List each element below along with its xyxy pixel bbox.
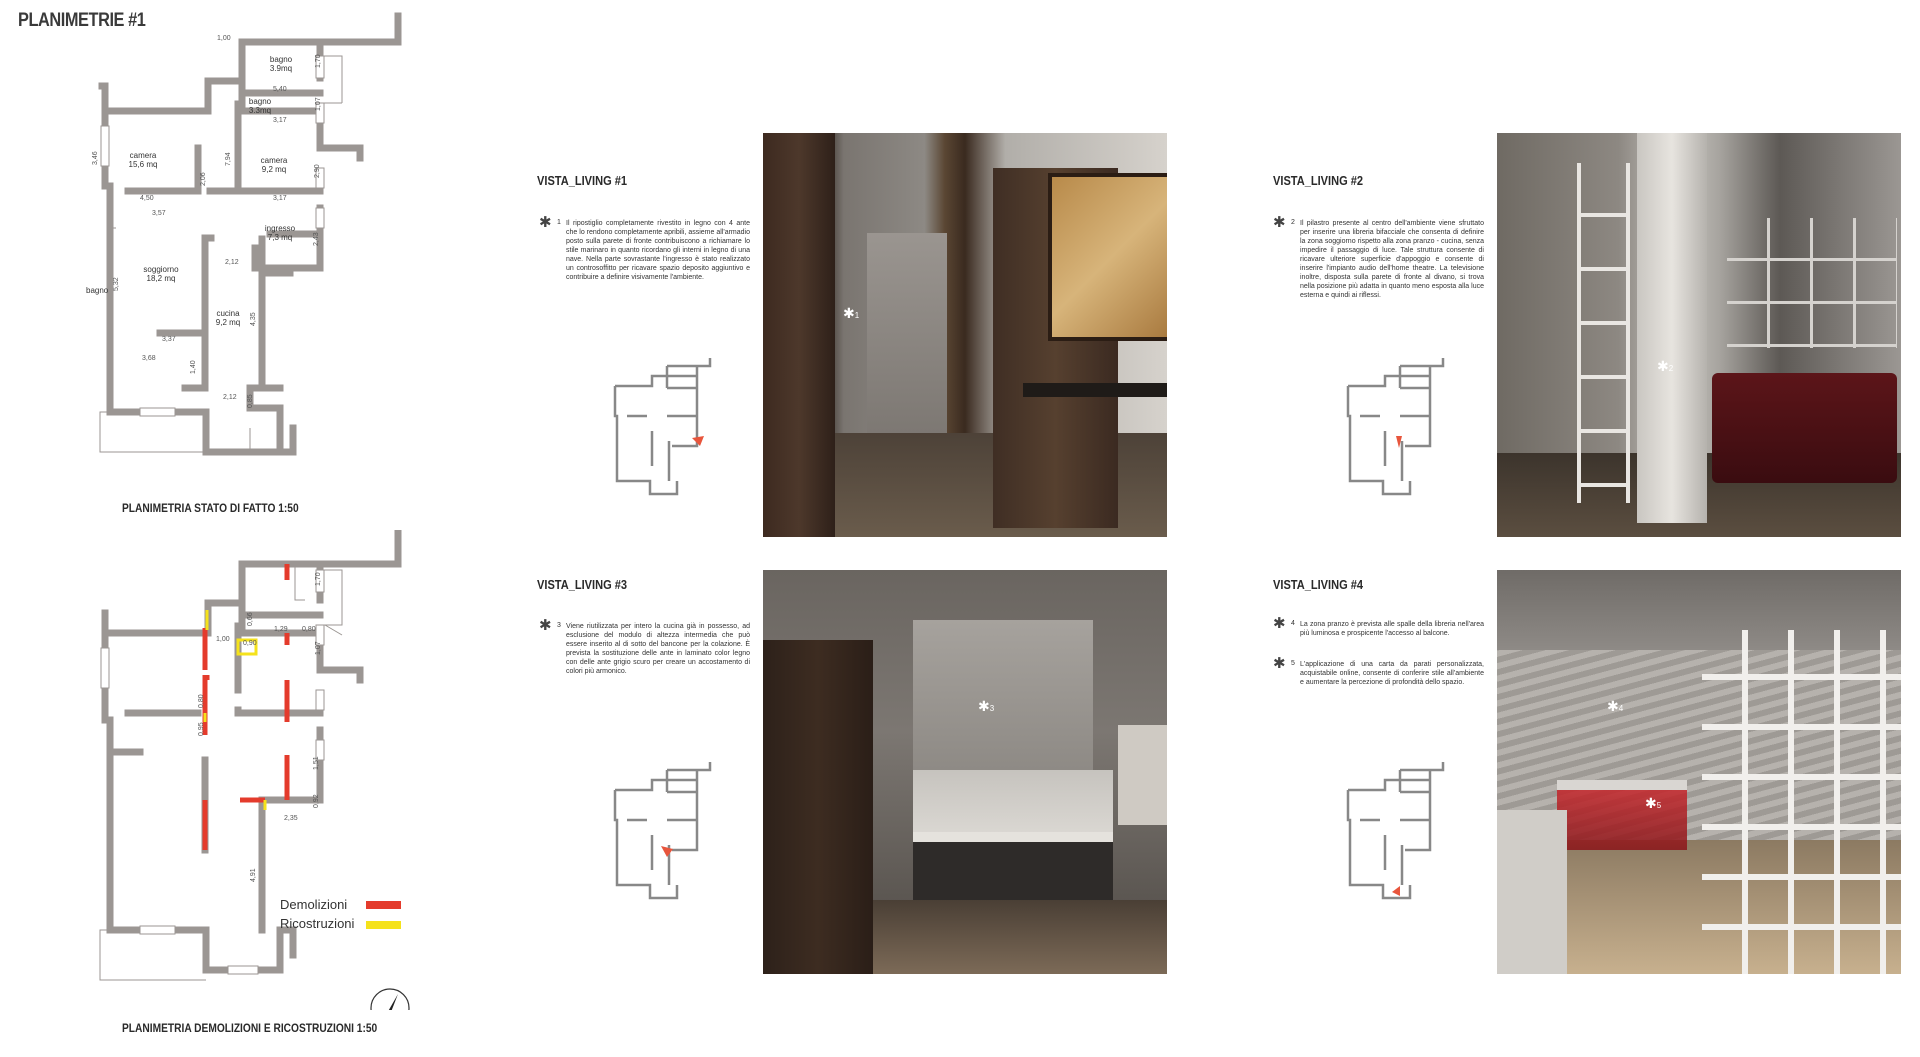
svg-text:0,80: 0,80 [302, 626, 316, 633]
render-marker-2: ✱2 [1657, 358, 1674, 374]
render-marker-4: ✱4 [1607, 698, 1624, 714]
mini-plan-2 [1340, 356, 1450, 516]
svg-text:0,92: 0,92 [313, 794, 320, 808]
note-5-text: L'applicazione di una carta da parati personalizzata, acquistabile online, consente di conferire stile all'ambiente e aumentare la percezione di profondità dello spazio. [1300, 661, 1484, 686]
svg-text:4,35: 4,35 [250, 312, 257, 326]
svg-text:3,68: 3,68 [142, 355, 156, 362]
room-label-camera-1: camera [129, 151, 157, 160]
room-area-camera-1: 15,6 mq [128, 160, 158, 169]
floor-plan-existing [80, 8, 460, 488]
note-3-text: Viene riutilizzata per intero la cucina già in possesso, ad esclusione del modulo di altezza intermedia che può essere inserito al di sotto del bancone per la colazione. È prevista la sostituzione delle ante in laminato color legno con delle ante grigio scuro per creare un accostamento di colori più armonico. [566, 623, 750, 675]
svg-text:4,50: 4,50 [140, 195, 154, 202]
vista-2-title: VISTA_LIVING #2 [1273, 173, 1364, 188]
legend-label-ricostruzioni: Ricostruzioni [280, 916, 355, 931]
render-floor [873, 900, 1167, 974]
svg-text:1,29: 1,29 [274, 626, 288, 633]
svg-text:2,12: 2,12 [223, 394, 237, 401]
svg-text:1,07: 1,07 [315, 641, 322, 655]
svg-text:3,37: 3,37 [162, 336, 176, 343]
svg-text:1,70: 1,70 [315, 572, 322, 586]
floor-plan-demolitions [80, 530, 500, 1010]
plan-walls-2 [105, 532, 398, 970]
room-area-camera-2: 9,2 mq [261, 165, 287, 174]
north-arrow-icon [371, 989, 409, 1010]
svg-text:3,17: 3,17 [273, 195, 287, 202]
asterisk-icon: ✱ [1657, 358, 1669, 374]
vista-1-title: VISTA_LIVING #1 [537, 173, 628, 188]
render-marker-5: ✱5 [1645, 795, 1662, 811]
asterisk-icon: ✱ [1273, 615, 1286, 632]
svg-text:0,90: 0,90 [243, 640, 257, 647]
note-2-number: 2 [1291, 219, 1295, 226]
vista-4-title: VISTA_LIVING #4 [1273, 577, 1364, 592]
note-5-number: 5 [1291, 660, 1295, 667]
room-area-ingresso: 7,3 mq [267, 233, 293, 242]
render-counter [1497, 810, 1567, 974]
svg-text:0,80: 0,80 [198, 694, 205, 708]
asterisk-icon: ✱ [843, 305, 855, 321]
render-shelf [1023, 383, 1167, 397]
legend-label-demolizioni: Demolizioni [280, 897, 348, 912]
room-area-bagno-1: 3.9mq [269, 64, 293, 73]
legend [280, 897, 401, 931]
render-chairs [1557, 790, 1687, 850]
room-area-cucina: 9,2 mq [215, 318, 241, 327]
render-vista-1 [763, 133, 1167, 537]
render-upper-cabinets [913, 620, 1093, 770]
plan-existing-caption: PLANIMETRIA STATO DI FATTO 1:50 [122, 501, 299, 515]
asterisk-icon: ✱ [1273, 214, 1286, 231]
render-countertop [913, 832, 1113, 842]
svg-text:3,57: 3,57 [152, 210, 166, 217]
svg-text:1,07: 1,07 [315, 97, 322, 111]
svg-text:0,95: 0,95 [198, 722, 205, 736]
vista-3-title: VISTA_LIVING #3 [537, 577, 628, 592]
render-vista-2 [1497, 133, 1901, 537]
svg-text:1,70: 1,70 [315, 54, 322, 68]
render-hallway [867, 233, 947, 433]
mini-plan-1 [607, 356, 717, 516]
svg-text:7,94: 7,94 [225, 152, 232, 166]
render-vista-3 [763, 570, 1167, 974]
svg-text:5,32: 5,32 [113, 277, 120, 291]
plan-balcony [100, 56, 342, 452]
svg-text:0,66: 0,66 [247, 612, 254, 626]
asterisk-icon: ✱ [1273, 655, 1286, 672]
note-1-number: 1 [557, 219, 561, 226]
svg-text:2,12: 2,12 [225, 259, 239, 266]
plan-demolitions-caption: PLANIMETRIA DEMOLIZIONI E RICOSTRUZIONI 1:50 [122, 1021, 378, 1035]
svg-text:1,51: 1,51 [313, 756, 320, 770]
render-bookcase [1702, 630, 1901, 974]
render-vista-4 [1497, 570, 1901, 974]
view-marker-icon [661, 846, 673, 857]
svg-text:4,91: 4,91 [250, 868, 257, 882]
svg-text:5,40: 5,40 [273, 86, 287, 93]
demolition-walls [205, 564, 287, 850]
room-area-soggiorno: 18,2 mq [146, 274, 176, 283]
mini-plan-4 [1340, 760, 1450, 920]
render-world-map [1048, 173, 1167, 341]
svg-text:2,06: 2,06 [200, 172, 207, 186]
svg-text:2,90: 2,90 [314, 164, 321, 178]
svg-text:1,40: 1,40 [190, 360, 197, 374]
svg-text:2,43: 2,43 [313, 232, 320, 246]
note-4-text: La zona pranzo è prevista alle spalle della libreria nell'area più luminosa e prospicente l'accesso al balcone. [1300, 621, 1484, 637]
asterisk-icon: ✱ [1607, 698, 1619, 714]
room-label-soggiorno: soggiorno [143, 265, 179, 274]
render-table [1557, 780, 1687, 790]
render-column [1637, 133, 1707, 523]
asterisk-icon: ✱ [539, 617, 552, 634]
render-wood-cabinet [763, 133, 835, 537]
render-marker-1: ✱1 [843, 305, 860, 321]
render-backsplash [913, 770, 1113, 840]
room-label-bagno-1: bagno [269, 55, 293, 64]
render-bookcase-left [1577, 163, 1630, 503]
room-label-camera-2: camera [260, 156, 288, 165]
mini-plan-3 [607, 760, 717, 920]
render-marker-3: ✱3 [978, 698, 995, 714]
svg-text:1,00: 1,00 [216, 636, 230, 643]
outside-label-bagno: bagno [86, 286, 109, 295]
note-1-text: Il ripostiglio completamente rivestito in legno con 4 ante che lo rendono completamente apribili, assieme all'armadio posto sulla parete di fronte contribuiscono a richiamare lo stile marinaro in quanto ricordano gli interni in legno di una nave. Nella parte sovrastante l'ingresso è stato realizzato un controsoffitto per ricavare spazio deposito aggiuntivo e contribuire a definire visivamente l'ambiente. [566, 220, 750, 281]
svg-text:2,35: 2,35 [284, 815, 298, 822]
plan-walls [102, 16, 398, 452]
svg-text:3,17: 3,17 [273, 117, 287, 124]
note-3-number: 3 [557, 622, 561, 629]
legend-swatch-demolizioni [366, 901, 401, 909]
render-bookcase-right [1727, 218, 1897, 348]
svg-text:3,46: 3,46 [92, 151, 99, 165]
render-sofa [1712, 373, 1897, 483]
render-window [1118, 725, 1167, 825]
view-marker-icon [1392, 886, 1400, 896]
note-4-number: 4 [1291, 620, 1295, 627]
room-label-bagno-2: bagno [248, 97, 272, 106]
note-2-text: Il pilastro presente al centro dell'ambiente viene sfruttato per inserire una libreria bifacciale che consenta di definire la zona soggiorno rispetto alla zona pranzo - cucina, senza impedire il passaggio di luce. Tale struttura consente di ricavare ulteriore superficie d'appoggio e consente di inserire l'impianto audio dell'home theatre. La televisione inoltre, disposta sulla parete di fronte al divano, si trova nella posizione più adatta in quanto meno esposta alla luce esterna e quindi ai riflessi. [1300, 220, 1484, 299]
asterisk-icon: ✱ [978, 698, 990, 714]
room-label-cucina: cucina [216, 309, 240, 318]
svg-text:0,85: 0,85 [247, 394, 254, 408]
legend-swatch-ricostruzioni [366, 921, 401, 929]
svg-text:1,00: 1,00 [217, 35, 231, 42]
room-label-ingresso: ingresso [264, 224, 296, 233]
render-wood-wall [763, 640, 873, 974]
page-title: PLANIMETRIE #1 [18, 10, 146, 31]
asterisk-icon: ✱ [1645, 795, 1657, 811]
room-area-bagno-2: 3.3mq [248, 106, 272, 115]
asterisk-icon: ✱ [539, 214, 552, 231]
